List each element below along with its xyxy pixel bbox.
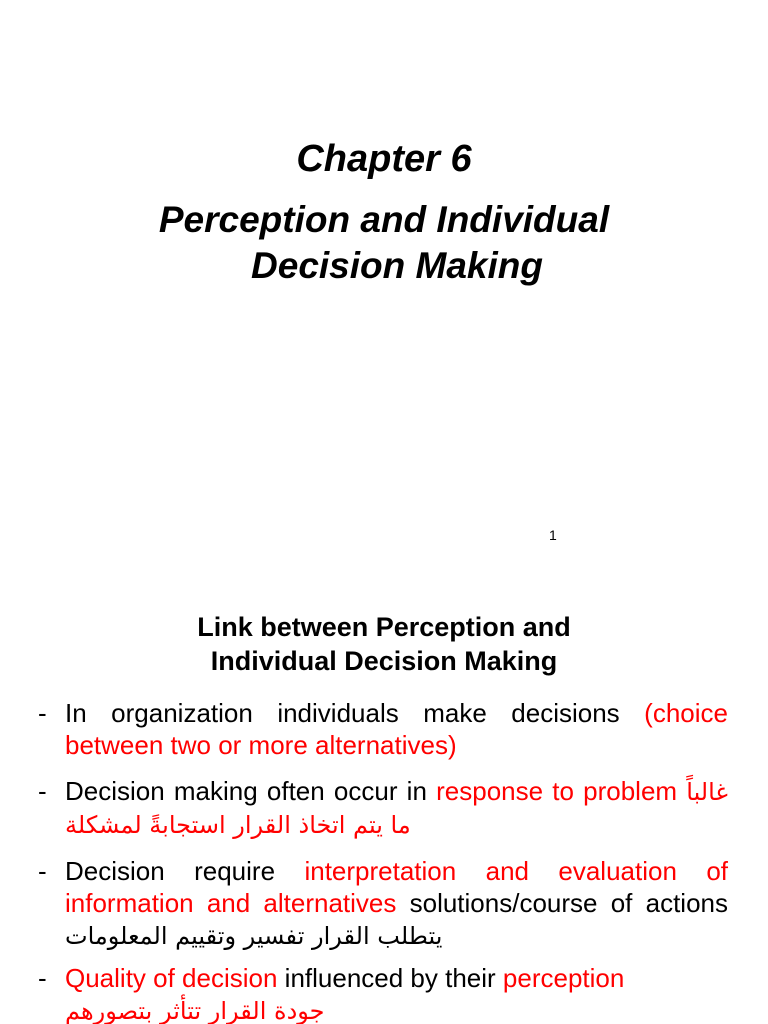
bullet-arabic-text: غالباً ما يتم اتخاذ القرار استجابةً لمشكلة [65, 778, 728, 839]
bullet-marker: - [38, 856, 47, 886]
bullet-highlight: response to problem [436, 776, 687, 806]
slide-heading [0, 610, 768, 678]
bullet-highlight: interpretation and evaluation of information and alternatives [65, 856, 729, 918]
bullet-text: In organization individuals make decisions [65, 698, 645, 728]
bullet-marker: - [38, 776, 47, 806]
slide-heading-line-2: Individual Decision Making [210, 646, 558, 676]
content-slide [0, 576, 768, 1024]
bullet-highlight: (choice between two or more alternatives) [65, 698, 728, 760]
bullet-marker: - [38, 963, 47, 993]
bullet-item [38, 962, 728, 1024]
bullet-item [38, 855, 728, 952]
chapter-subtitle-line-1: Perception and Individual [158, 199, 610, 240]
bullet-item [38, 697, 728, 761]
bullet-item [38, 775, 728, 841]
chapter-subtitle [0, 197, 768, 289]
bullet-highlight: perception [502, 963, 625, 993]
bullet-text: influenced by their [277, 963, 503, 993]
chapter-subtitle-line-2: Decision Making [251, 245, 543, 286]
bullet-text: Decision making often occur in [65, 776, 437, 806]
chapter-title: Chapter 6 [296, 138, 472, 180]
bullet-arabic-text: يتطلب القرار تفسير وتقييم المعلومات [65, 922, 443, 950]
bullet-list [38, 697, 728, 1024]
bullet-text: solutions/course of actions [396, 888, 728, 918]
bullet-text: Decision require [65, 856, 305, 886]
slide-heading-line-1: Link between Perception and [197, 612, 571, 642]
bullet-marker: - [38, 698, 47, 728]
bullet-highlight: Quality of decision [65, 963, 278, 993]
bullet-arabic-text: جودة القرار تتأثر بتصورهم [65, 997, 325, 1024]
page-number: 1 [549, 527, 557, 543]
